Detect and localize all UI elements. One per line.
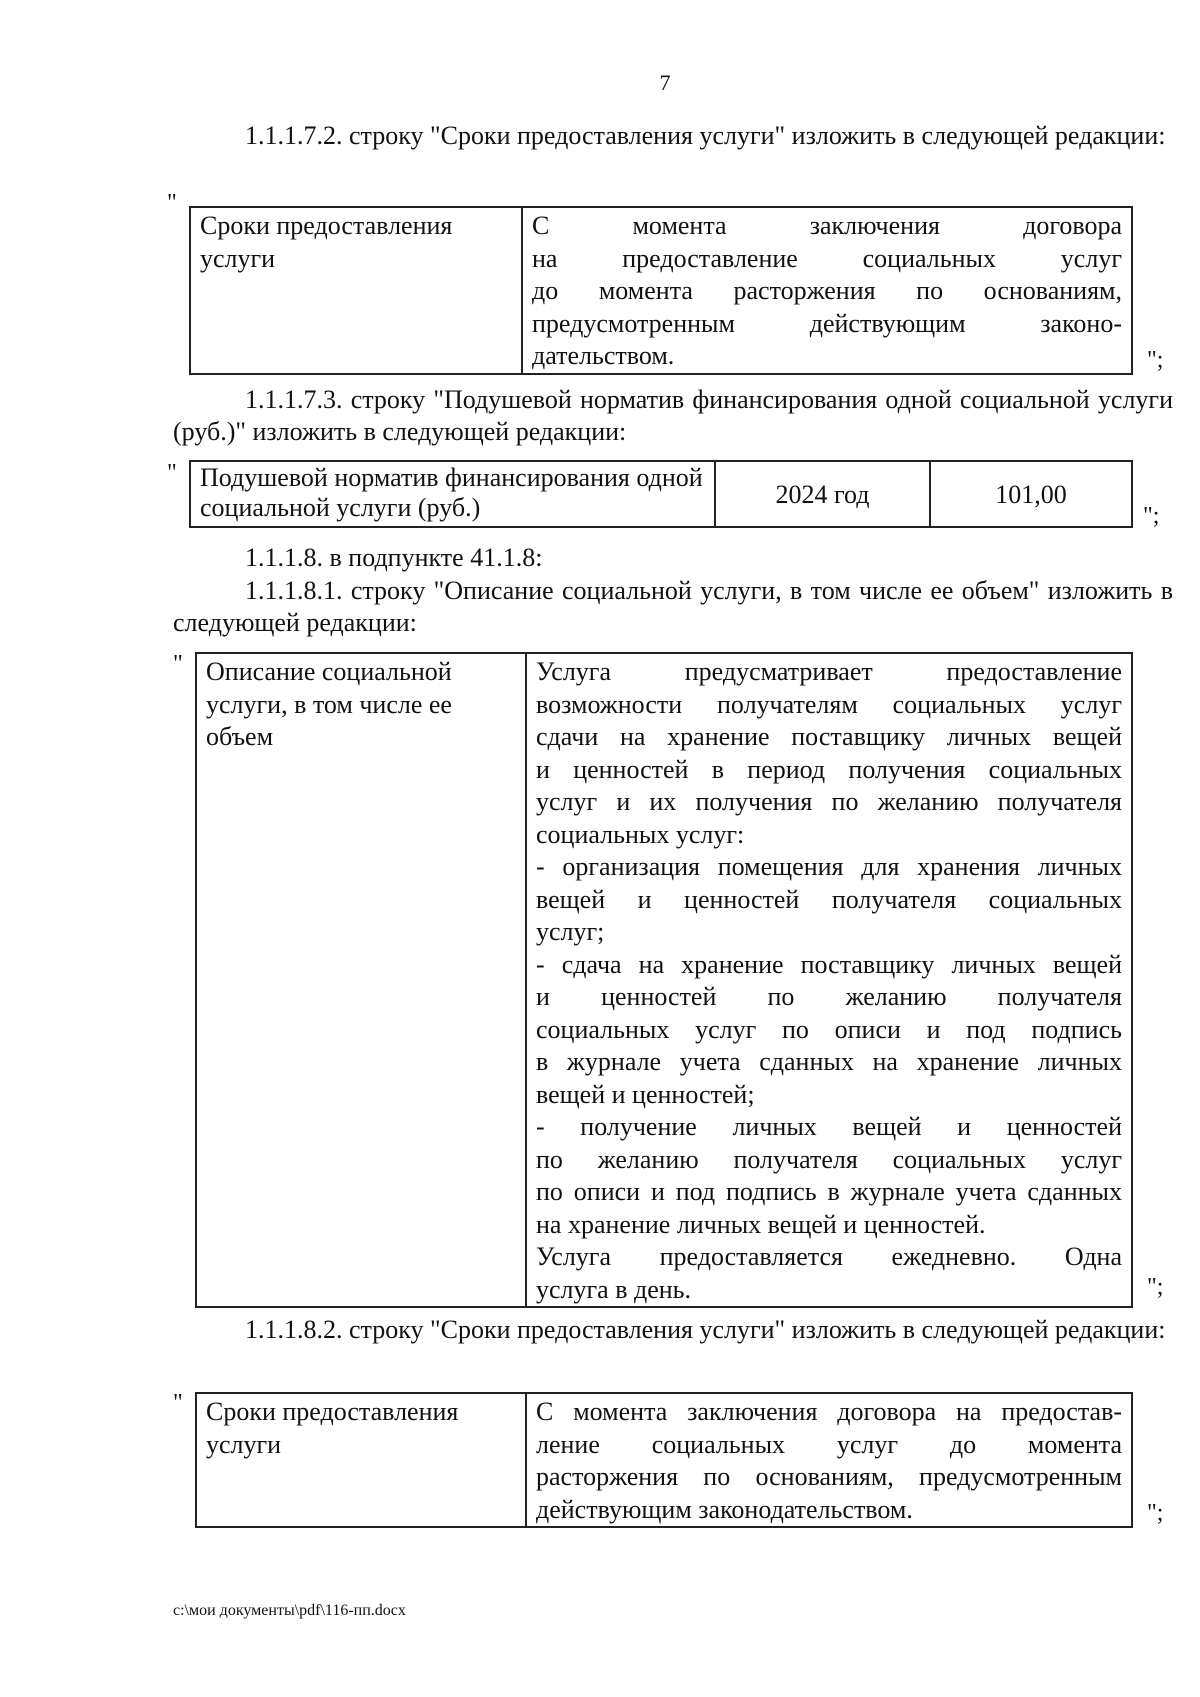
closing-quote: "; — [1143, 503, 1160, 529]
text-line: - сдача на хранение поставщику личных вещей — [536, 949, 1122, 979]
text-line: социальных услуг: — [536, 819, 745, 849]
text-line: и ценностей в период получения социальных — [536, 754, 1122, 784]
table-cell-value — [526, 653, 1132, 1307]
paragraph-1-1-1-8-2: 1.1.1.8.2. строку "Сроки предоставления услуги" изложить в следующей редакции: — [245, 1315, 1166, 1344]
text-line: С момента заключения договора на предостав- — [536, 1397, 1122, 1426]
table-cell-value: 101,00 — [930, 461, 1132, 527]
text-line: услуг и их получения по желанию получателя — [536, 787, 1122, 816]
text-line: предусмотренным действующим законо- — [532, 308, 1122, 338]
text-line: в журнале учета сданных на хранение личных — [536, 1047, 1122, 1076]
table-service-terms — [189, 206, 1133, 375]
text-line: Услуга предусматривает предоставление — [536, 657, 1122, 686]
table-cell-value — [526, 1393, 1132, 1527]
text-line: сдачи на хранение поставщику личных вещей — [536, 722, 1122, 751]
closing-quote: "; — [1147, 1500, 1164, 1526]
text-line: услуг; — [536, 917, 605, 946]
text-line: - получение личных вещей и ценностей — [536, 1112, 1122, 1141]
text-line: и ценностей по желанию получателя — [536, 982, 1122, 1011]
text-line: возможности получателям социальных услуг — [536, 689, 1122, 719]
text-line: социальных услуг по описи и под подпись — [536, 1014, 1122, 1044]
text-line: до момента расторжения по основаниям, — [532, 276, 1122, 305]
footer-file-path: c:\мои документы\pdf\116-пп.docx — [173, 1602, 406, 1619]
paragraph-1-1-1-8: 1.1.1.8. в подпункте 41.1.8: — [245, 543, 543, 572]
page-number: 7 — [659, 70, 671, 95]
text-line: вещей и ценностей; — [536, 1079, 755, 1109]
table-service-terms-2 — [195, 1392, 1133, 1528]
text-line: на хранение личных вещей и ценностей. — [536, 1209, 986, 1239]
table-cell-label: Описание социальной услуги, в том числе ее объем — [196, 653, 526, 1307]
open-quote: " — [173, 1390, 183, 1416]
text-line: ление социальных услуг до момента — [536, 1429, 1122, 1459]
open-quote: " — [167, 190, 177, 216]
table-service-description — [195, 652, 1133, 1308]
text-line: Услуга предоставляется ежедневно. Одна — [536, 1242, 1122, 1271]
table-cell-label: Подушевой норматив финансирования одной социальной услуги (руб.) — [190, 461, 715, 527]
text-line: вещей и ценностей получателя социальных — [536, 884, 1122, 914]
table-cell-label: Сроки предоставления услуги — [190, 207, 522, 374]
text-line: - организация помещения для хранения личных — [536, 852, 1122, 881]
text-line: действующим законодательством. — [536, 1494, 913, 1524]
open-quote: " — [173, 651, 183, 677]
closing-quote: "; — [1147, 1274, 1164, 1300]
open-quote: " — [167, 460, 177, 486]
paragraph-1-1-1-8-1: 1.1.1.8.1. строку "Описание социальной услуги, в том числе ее объем" изложить в следующей редакции: — [173, 576, 1173, 637]
table-funding-norm — [189, 460, 1133, 528]
text-line: на предоставление социальных услуг — [532, 243, 1122, 273]
text-line: дательством. — [532, 341, 675, 370]
paragraph-1-1-1-7-2: 1.1.1.7.2. строку "Сроки предоставления услуги" изложить в следующей редакции: — [245, 121, 1166, 150]
text-line: по желанию получателя социальных услуг — [536, 1144, 1122, 1174]
closing-quote: "; — [1147, 347, 1164, 373]
text-line: по описи и под подпись в журнале учета сданных — [536, 1177, 1122, 1206]
table-cell-year: 2024 год — [715, 461, 930, 527]
text-line: расторжения по основаниям, предусмотренным — [536, 1462, 1122, 1491]
paragraph-1-1-1-7-3: 1.1.1.7.3. строку "Подушевой норматив финансирования одной социальной услуги (руб.)" изложить в следующей редакции: — [173, 385, 1173, 446]
text-line: С момента заключения договора — [532, 211, 1122, 240]
table-cell-value — [522, 207, 1132, 374]
table-cell-label: Сроки предоставления услуги — [196, 1393, 526, 1527]
text-line: услуга в день. — [536, 1274, 692, 1304]
